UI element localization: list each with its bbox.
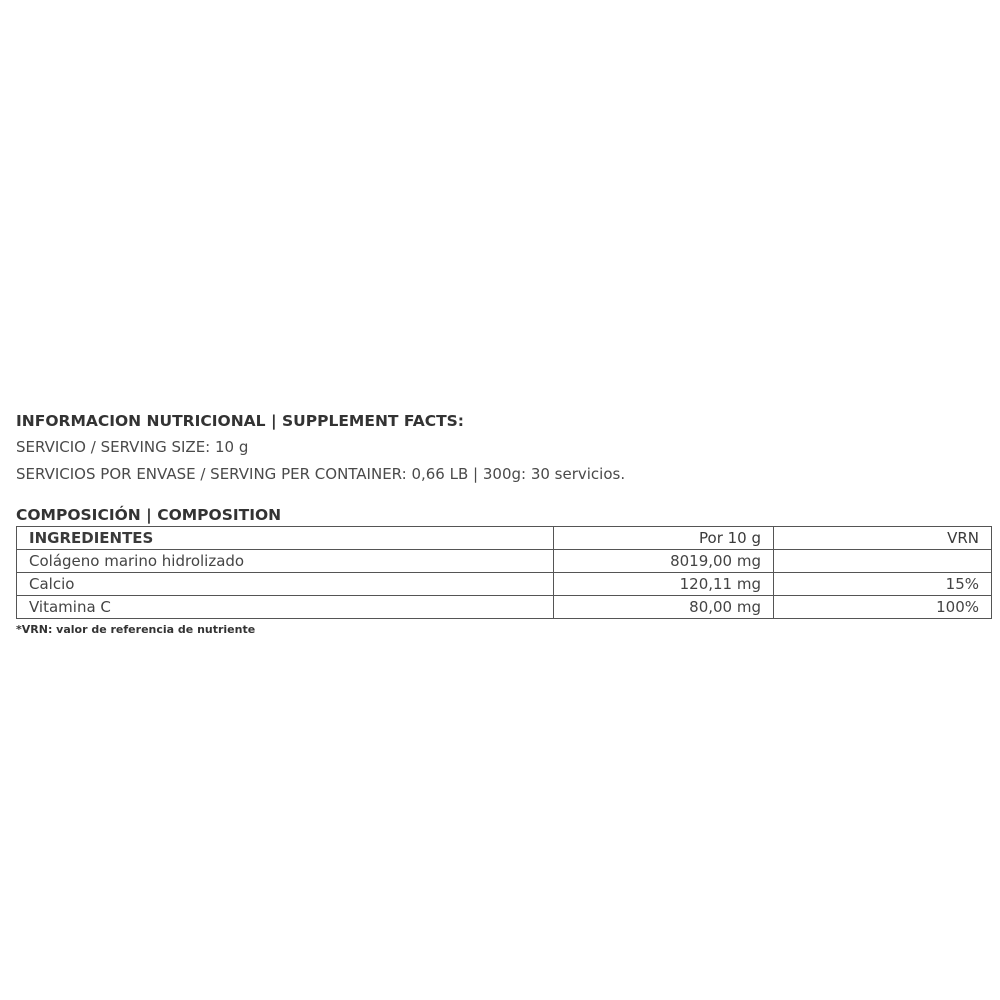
table-row	[17, 596, 992, 619]
header-ingredients: INGREDIENTES	[17, 527, 554, 550]
table-header-row	[17, 527, 992, 550]
nutrition-info-title: INFORMACION NUTRICIONAL | SUPPLEMENT FACTS:	[16, 412, 465, 430]
header-vrn: VRN	[774, 527, 992, 550]
ingredient-name: Vitamina C	[17, 596, 554, 619]
table-row	[17, 550, 992, 573]
vrn-footnote: *VRN: valor de referencia de nutriente	[16, 623, 256, 636]
composition-title: COMPOSICIÓN | COMPOSITION	[16, 506, 282, 524]
ingredient-vrn: 100%	[774, 596, 992, 619]
table-row	[17, 573, 992, 596]
ingredient-amount: 120,11 mg	[554, 573, 774, 596]
ingredient-vrn	[774, 550, 992, 573]
servings-per-container-line: SERVICIOS POR ENVASE / SERVING PER CONTAINER: 0,66 LB | 300g: 30 servicios.	[16, 465, 626, 483]
serving-size-line: SERVICIO / SERVING SIZE: 10 g	[16, 438, 249, 456]
ingredient-vrn: 15%	[774, 573, 992, 596]
ingredient-amount: 80,00 mg	[554, 596, 774, 619]
composition-table	[16, 526, 992, 619]
supplement-facts-panel	[16, 408, 991, 637]
ingredient-amount: 8019,00 mg	[554, 550, 774, 573]
header-per-serving: Por 10 g	[554, 527, 774, 550]
ingredient-name: Calcio	[17, 573, 554, 596]
ingredient-name: Colágeno marino hidrolizado	[17, 550, 554, 573]
